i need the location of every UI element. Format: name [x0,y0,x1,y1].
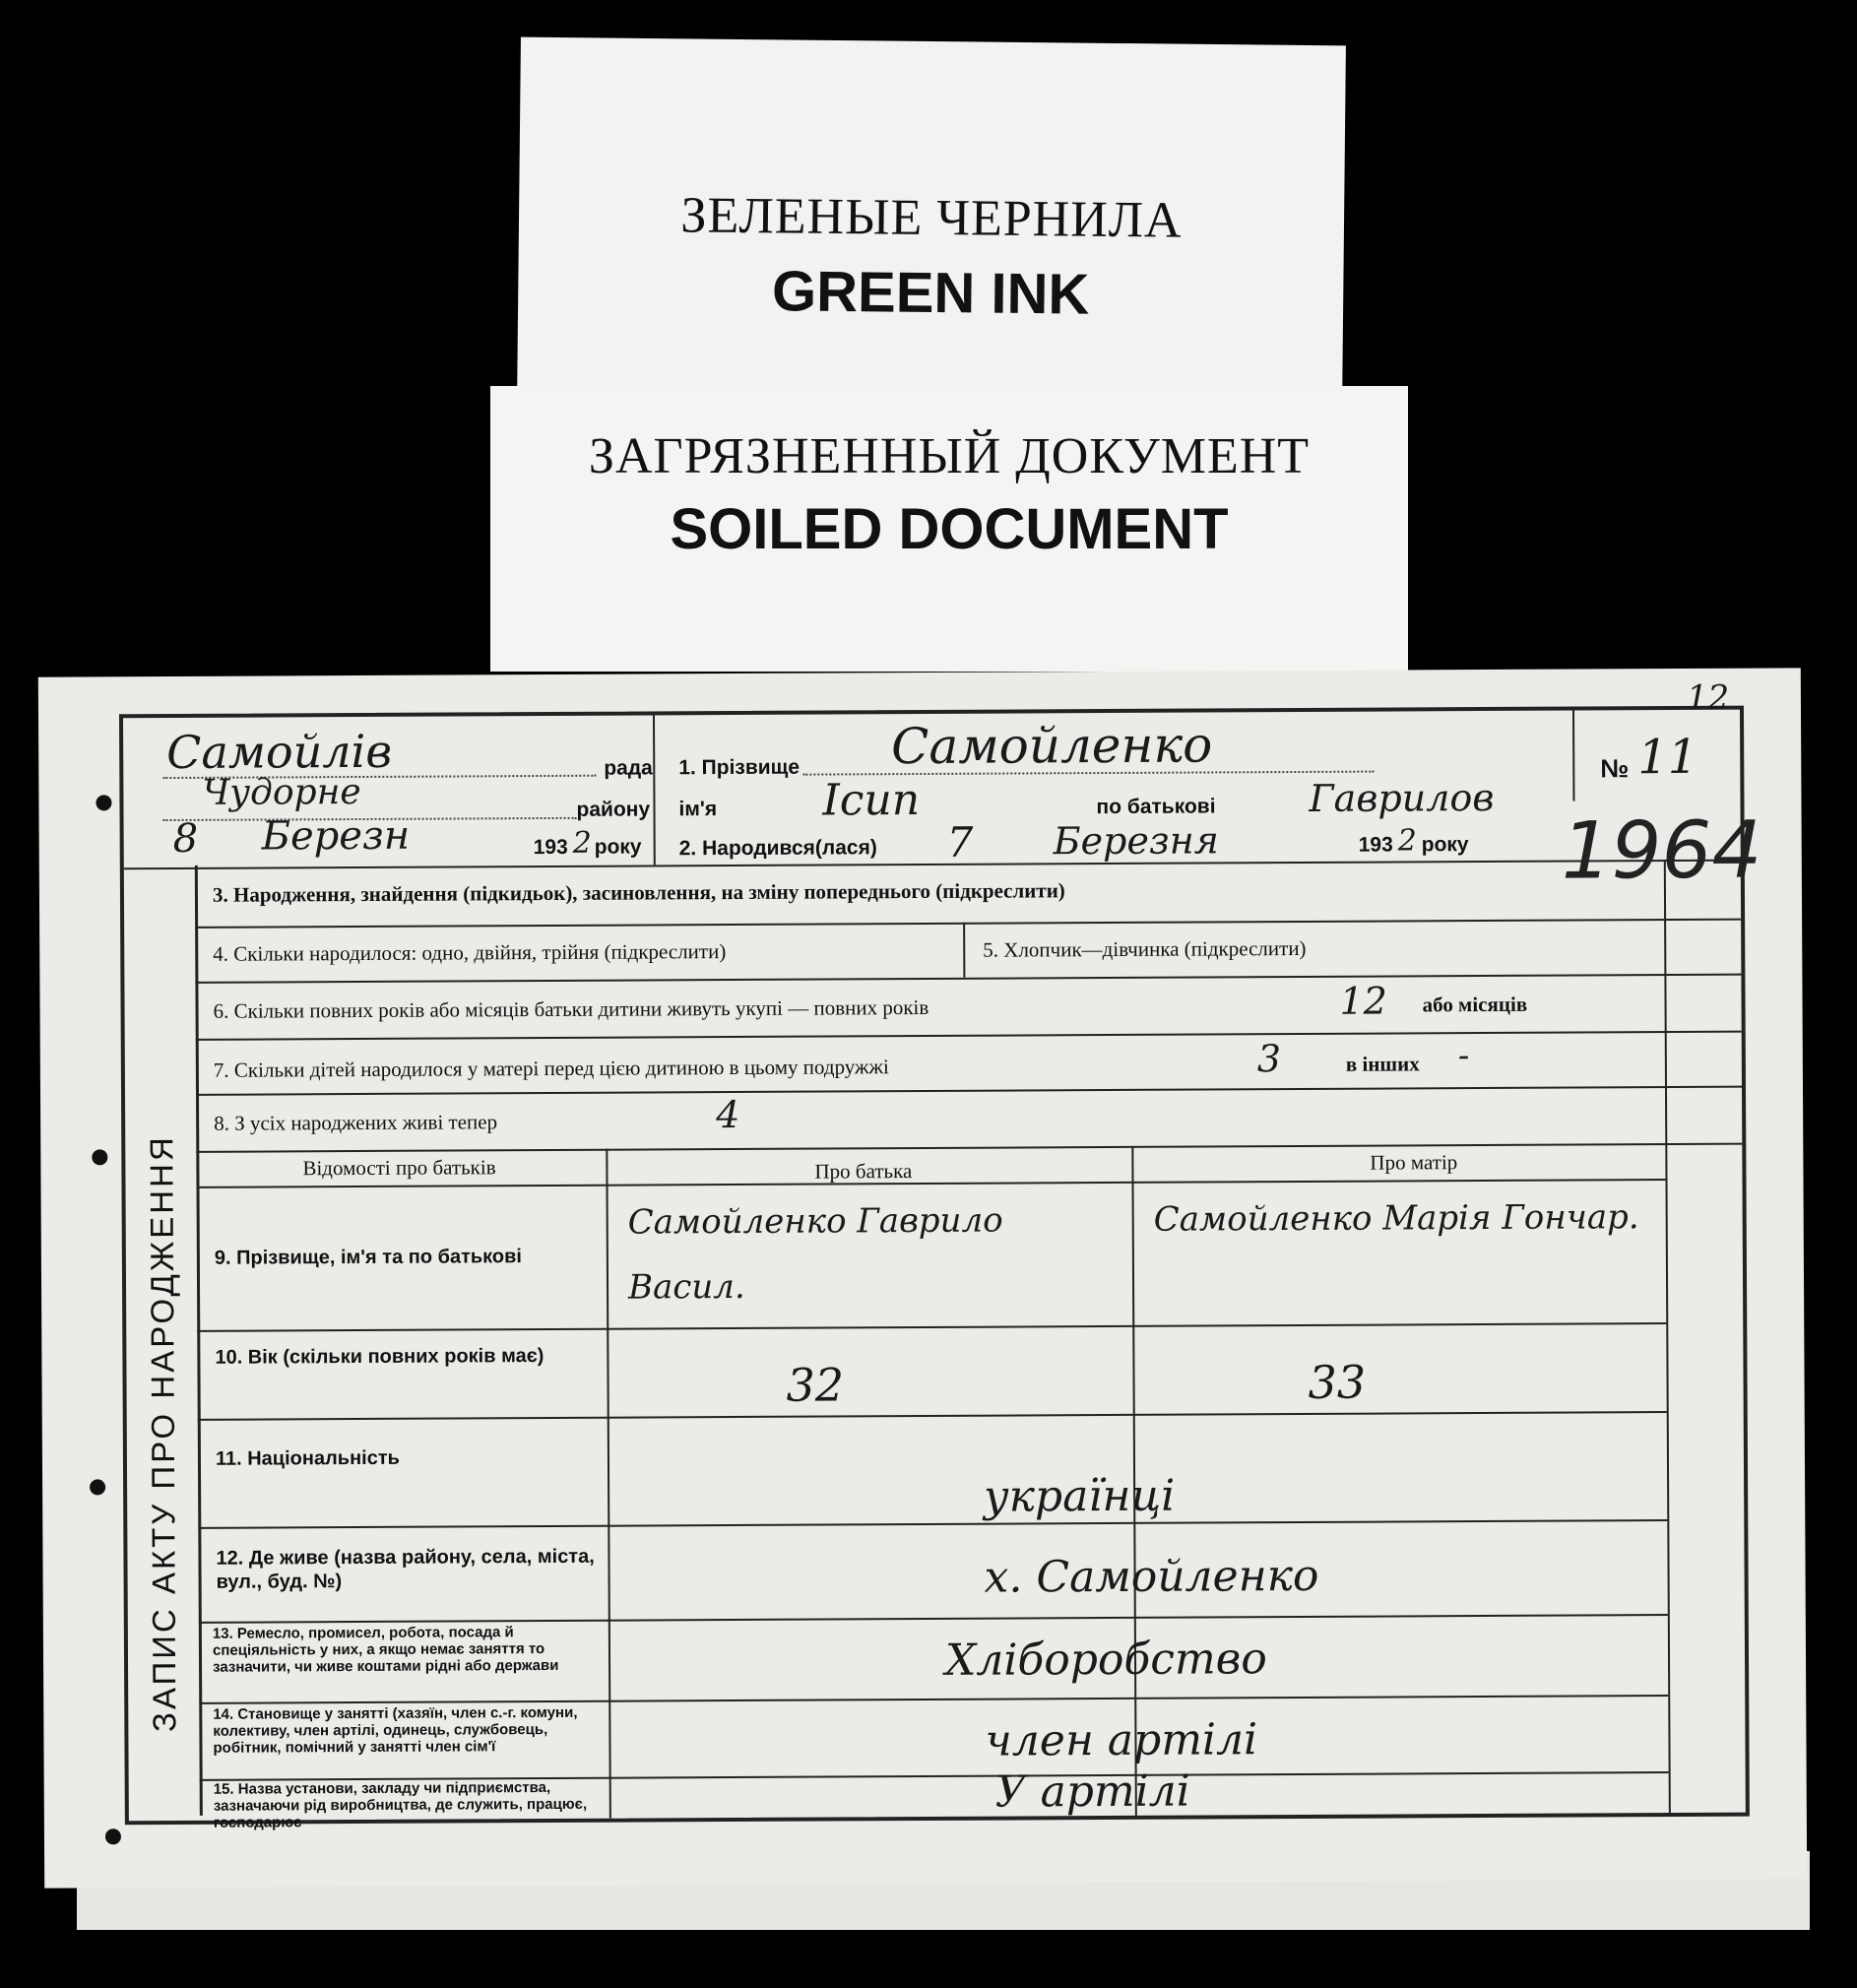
born-year-prefix: 193 [1358,833,1393,857]
form-frame [119,677,1762,1831]
row8-alive-now: 8. З усіх народжених живі тепер [214,1110,498,1135]
row4-divider [963,923,965,978]
row14-label: 14. Становище у занятті (хазяїн, член с.-г. комуни, колективу, член артілі, одинець, службовець, робітник, помічний у занятті член сім'ї [213,1703,578,1757]
row6-years-together: 6. Скільки повних років або місяців батьки дитини живуть укупі — повних років [213,994,929,1023]
rule [196,1086,1742,1096]
right-margin-rule [1664,860,1671,1813]
date-day-handwritten: 8 [172,815,199,862]
green-ink-en: GREEN INK [771,259,1090,327]
rule [199,1695,1668,1704]
row13-label: 13. Ремесло, промисел, робота, посада й спеціяльність у них, а якщо немає заняття то зазначити, чи живе коштами рідні або держави [212,1624,559,1676]
district-label: району [576,798,651,821]
year-prefix: 193 [533,835,568,860]
green-ink-label [517,37,1346,411]
row3-birth-type: 3. Народження, знайдення (підкидьок), засиновлення, на зміну попереднього (підкреслити) [212,878,1065,907]
vertical-title: ЗАПИС АКТУ ПРО НАРОДЖЕННЯ [143,1134,183,1733]
soiled-document-label [490,386,1408,672]
rule [196,1031,1742,1041]
row12-handwritten: х. Самойленко [984,1550,1319,1603]
born-day-handwritten: 7 [946,817,974,866]
row9-mother-handwritten: Самойленко Марія Гончар. [1153,1197,1639,1240]
punch-hole [96,795,111,810]
corner-number-handwritten: 12 [1686,677,1730,718]
rule [198,1411,1667,1421]
row5-sex: 5. Хлопчик—дівчинка (підкреслити) [983,935,1307,962]
margin-number-handwritten: 1964 [1561,803,1762,897]
council-handwritten: Самойлів [166,724,393,780]
rule [124,860,1741,870]
rule [195,974,1741,984]
header-divider [653,715,656,865]
row15-handwritten: У артілі [994,1765,1190,1818]
green-ink-ru: ЗЕЛЕНЫЕ ЧЕРНИЛА [680,187,1183,249]
year-label: року [594,835,642,859]
born-year-label: року [1421,833,1469,857]
row13-handwritten: Хліборобство [944,1634,1267,1686]
surname-label: 1. Прізвище [678,755,800,780]
date-month-handwritten: Березн [261,812,411,860]
row7-children-before: 7. Скільки дітей народилося у матері перед цією дитиною в цьому подружжі [213,1055,889,1082]
patronymic-label: по батькові [1096,795,1216,819]
birth-record-card [38,668,1807,1888]
row7-others-handwritten: - [1457,1036,1470,1076]
patronymic-handwritten: Гаврилов [1309,775,1495,820]
number-handwritten: 11 [1637,729,1698,786]
row10-mother-handwritten: 33 [1308,1355,1367,1409]
row9-father-handwritten: Самойленко Гаврило Васил. [627,1200,1003,1308]
born-label: 2. Народився(лася) [678,836,877,861]
punch-hole [92,1149,107,1165]
row8-value-handwritten: 4 [716,1092,740,1137]
row7-value-handwritten: 3 [1256,1037,1282,1081]
row12-label: 12. Де живе (назва району, села, міста, вул., буд. №) [216,1545,595,1593]
row9-label: 9. Прізвище, ім'я та по батькові [214,1246,523,1269]
row6-months-label: або місяців [1422,992,1528,1017]
council-label: рада [604,756,653,780]
col-header-parents: Відомості про батьків [302,1155,496,1181]
row11-handwritten: українці [984,1470,1176,1522]
name-label: ім'я [678,798,718,821]
rule [199,1614,1668,1624]
number-label: № [1600,753,1630,784]
table-col-divider [606,1149,611,1819]
title-rule [195,866,203,1816]
number-box-divider [1572,711,1574,802]
rule [198,1519,1667,1529]
district-handwritten: Чудорне [202,771,361,813]
row10-father-handwritten: 32 [786,1358,845,1412]
rule [196,1143,1742,1153]
soiled-en: SOILED DOCUMENT [670,497,1229,561]
punch-hole [90,1479,105,1495]
surname-handwritten: Самойленко [891,716,1213,776]
row4-count: 4. Скільки народилося: одно, двійня, трійня (підкреслити) [213,939,727,966]
born-year-digit-handwritten: 2 [1397,823,1417,859]
born-month-handwritten: Березня [1053,818,1219,864]
soiled-ru: ЗАГРЯЗНЕННЫЙ ДОКУМЕНТ [588,428,1311,484]
col-header-mother: Про матір [1370,1150,1458,1175]
rule [197,1322,1666,1332]
rule [195,919,1741,929]
row7-others-label: в інших [1345,1052,1420,1076]
col-header-father: Про батька [814,1159,913,1184]
row6-years-handwritten: 12 [1339,979,1388,1023]
punch-hole [105,1828,121,1844]
row10-label: 10. Вік (скільки повних років має) [215,1345,544,1369]
year-digit-handwritten: 2 [572,825,592,861]
name-handwritten: Ісип [822,775,921,826]
row14-handwritten: член артілі [985,1714,1258,1766]
row15-label: 15. Назва установи, закладу чи підприємства, зазначаючи рід виробництва, де служить, працює, господарює [213,1778,588,1831]
row11-label: 11. Національність [215,1446,400,1470]
